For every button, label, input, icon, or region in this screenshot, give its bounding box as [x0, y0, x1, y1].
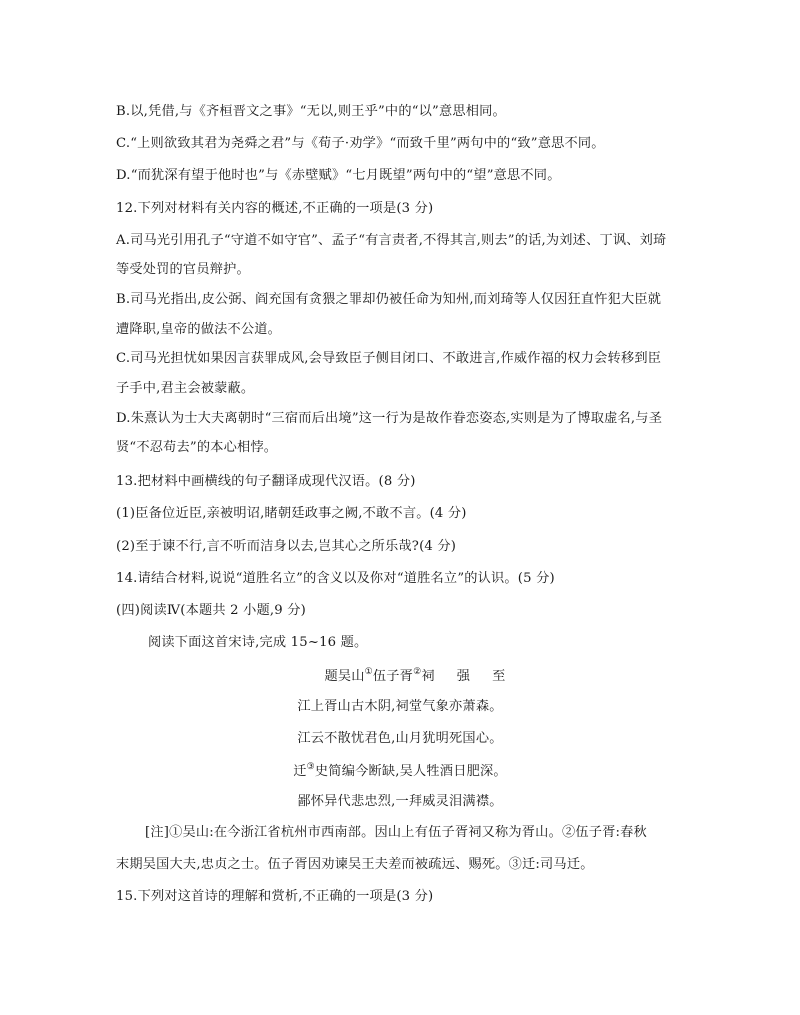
question-13: 13.把材料中画横线的句子翻译成现代汉语。(8 分): [116, 474, 416, 489]
note-marker-3: ③: [306, 762, 315, 772]
poem-title-part3: 祠: [421, 669, 435, 684]
poem-title: [0, 668, 800, 683]
poem-line-4: 鄙怀异代悲忠烈,一拜威灵泪满襟。: [297, 794, 503, 809]
q12-option-c-line1: C.司马光担忧如果因言获罪成风,会导致臣子侧目闭口、不敢进言,作威作福的权力会转移到臣: [116, 351, 662, 366]
section-4-heading: (四)阅读Ⅳ(本题共 2 小题,9 分): [116, 603, 306, 618]
notes-line-1: [注]①吴山:在今浙江省杭州市西南部。因山上有伍子胥祠又称为胥山。②伍子胥:春秋: [145, 825, 647, 840]
q12-option-d-line1: D.朱熹认为士大夫离朝时“三宿而后出境”这一行为是故作眷恋姿态,实则是为了博取虚名,与圣: [116, 411, 663, 426]
q12-option-b-line2: 遭降职,皇帝的做法不公道。: [116, 322, 282, 337]
poem-line-1: 江上胥山古木阴,祠堂气象亦萧森。: [297, 699, 503, 714]
poem-line-3: [0, 763, 800, 778]
notes-line-2: 末期吴国大夫,忠贞之士。伍子胥因劝谏吴王夫差而被疏远、赐死。③迁:司马迁。: [116, 857, 594, 872]
poem-line-3-start: 迁: [293, 764, 307, 779]
option-b: B.以,凭借,与《齐桓晋文之事》“无以,则王乎”中的“以”意思相同。: [116, 104, 506, 119]
reading-instruction: 阅读下面这首宋诗,完成 15~16 题。: [148, 635, 368, 650]
poem-author-2: 至: [492, 669, 506, 684]
poem-line-2: 江云不散忧君色,山月犹明死国心。: [297, 731, 503, 746]
q12-option-d-line2: 贤“不忍苟去”的本心相悖。: [116, 440, 278, 455]
poem-line-3-rest: 史简编今断缺,吴人牲酒日肥深。: [314, 764, 507, 779]
poem-author-1: 强: [456, 669, 471, 684]
note-marker-2: ②: [413, 667, 422, 677]
q12-option-a-line1: A.司马光引用孔子“守道不如守官”、孟子“有言责者,不得其言,则去”的话,为刘述、丁讽、刘琦: [116, 233, 667, 248]
poem-title-part2: 伍子胥: [372, 669, 414, 684]
q12-option-c-line2: 子手中,君主会被蒙蔽。: [116, 381, 255, 396]
question-14: 14.请结合材料,说说“道胜名立”的含义以及你对“道胜名立”的认识。(5 分): [116, 571, 555, 586]
option-d: D.“而犹深有望于他时也”与《赤壁赋》“七月既望”两句中的“望”意思不同。: [116, 168, 561, 183]
q12-option-a-line2: 等受处罚的官员辩护。: [116, 262, 250, 277]
q13-sentence-1: (1)臣备位近臣,亲被明诏,睹朝廷政事之阙,不敢不言。(4 分): [116, 506, 467, 521]
q12-option-b-line1: B.司马光指出,皮公弼、阎充国有贪猥之罪却仍被任命为知州,而刘琦等人仅因狂直忤犯大臣就: [116, 292, 662, 307]
poem-title-part1: 题吴山: [324, 669, 365, 684]
note-marker-1: ①: [364, 667, 373, 677]
option-c: C.“上则欲致其君为尧舜之君”与《荀子·劝学》“而致千里”两句中的“致”意思不同。: [116, 136, 605, 151]
q13-sentence-2: (2)至于谏不行,言不听而洁身以去,岂其心之所乐哉?(4 分): [116, 539, 457, 554]
question-15: 15.下列对这首诗的理解和赏析,不正确的一项是(3 分): [116, 889, 434, 904]
question-12: 12.下列对材料有关内容的概述,不正确的一项是(3 分): [116, 201, 434, 216]
